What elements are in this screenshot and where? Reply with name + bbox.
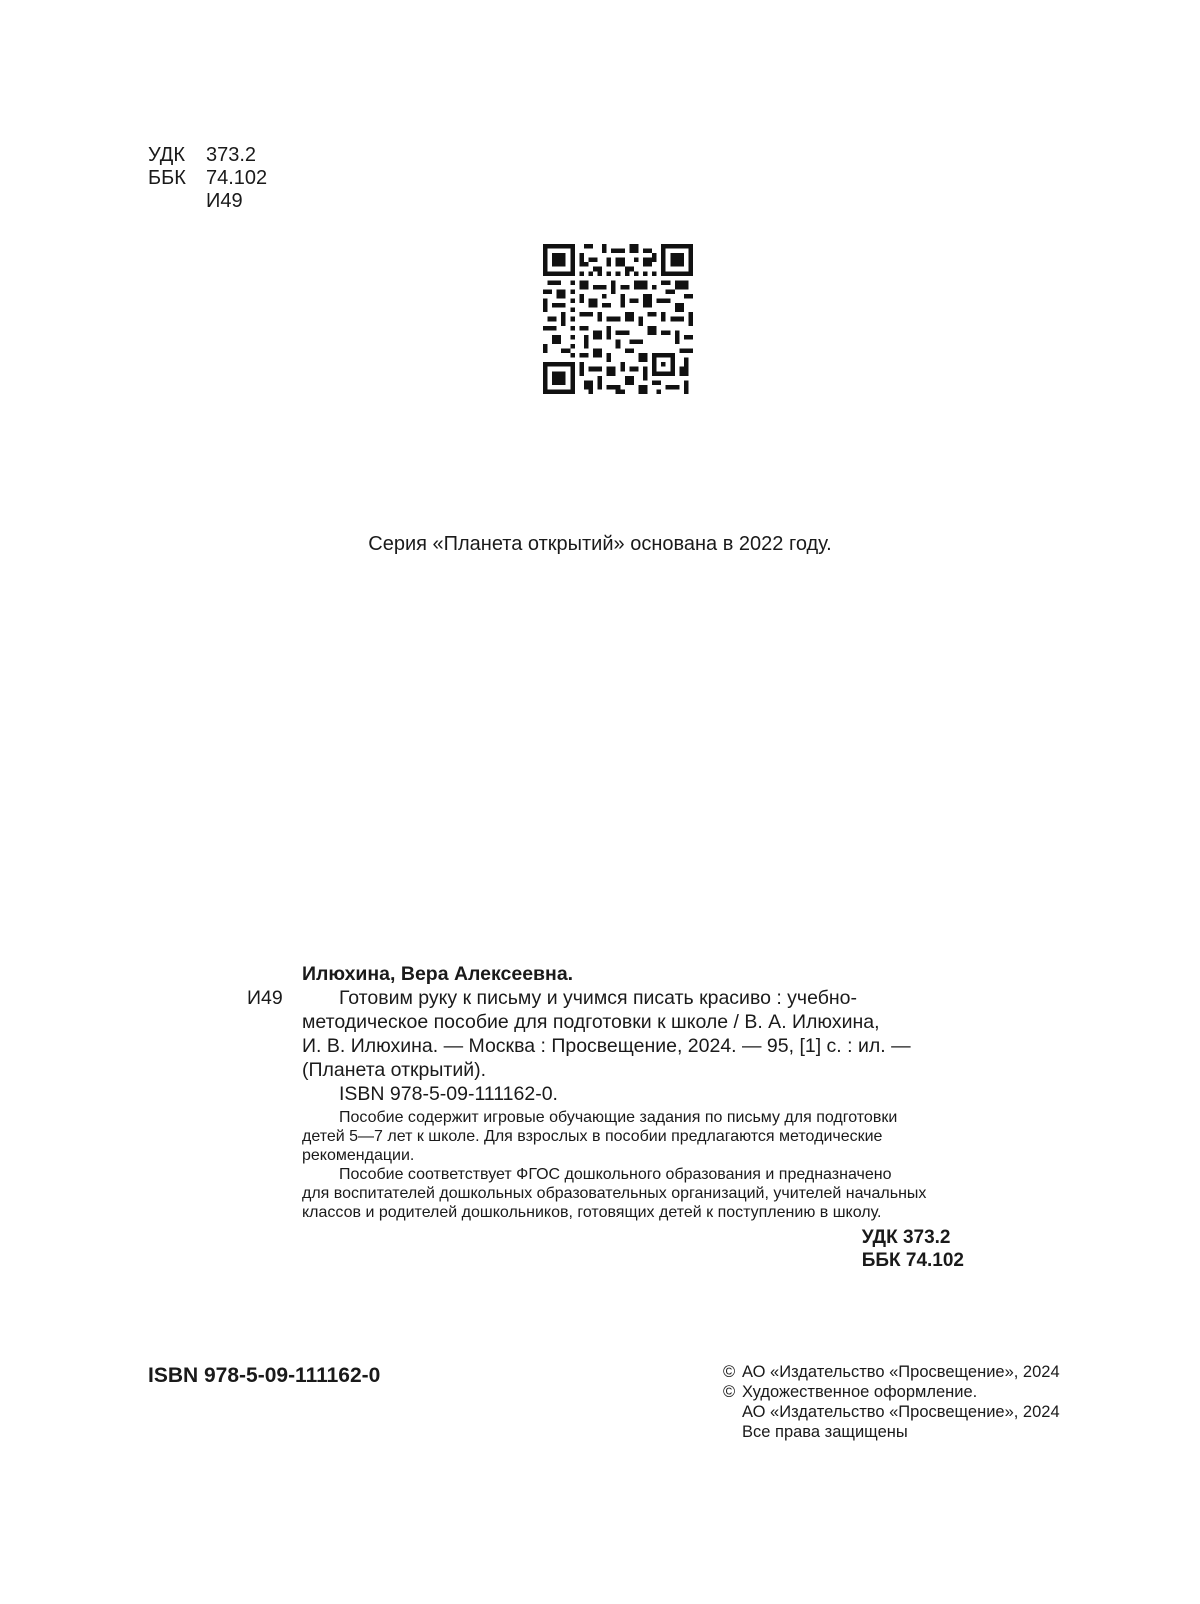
rights-reserved: Все права защищены: [742, 1423, 908, 1441]
isbn-bottom: ISBN 978-5-09-111162-0: [148, 1364, 381, 1387]
title-line: (Планета открытий).: [302, 1059, 487, 1081]
series-note: Серия «Планета открытий» основана в 2022 году.: [368, 533, 832, 555]
annotation-line: детей 5—7 лет к школе. Для взрослых в пособии предлагаются методические: [302, 1128, 883, 1145]
title-line: И. В. Илюхина. — Москва : Просвещение, 2024. — 95, [1] с. : ил. —: [302, 1035, 911, 1057]
bibliographic-record: [247, 962, 994, 1272]
annotation-line: классов и родителей дошкольников, готовящих детей к поступлению в школу.: [302, 1204, 882, 1221]
author-mark-row: [148, 190, 267, 213]
annotation-line: для воспитателей дошкольных образовательных организаций, учителей начальных: [302, 1185, 927, 1202]
shelf-mark: И49: [247, 987, 283, 1009]
copyright-icon: ©: [723, 1383, 736, 1401]
annotation-line: Пособие соответствует ФГОС дошкольного образования и предназначено: [339, 1166, 892, 1183]
bbk-bottom: ББК 74.102: [861, 1250, 964, 1271]
udk-label: УДК: [148, 144, 186, 166]
copyright-line: АО «Издательство «Просвещение», 2024: [742, 1403, 1060, 1421]
udk-value: 373.2: [206, 144, 257, 166]
udk-row: [148, 144, 267, 167]
bbk-row: [148, 167, 267, 190]
copyright-line: © Художественное оформление.: [723, 1383, 978, 1401]
classification-codes: [148, 144, 267, 213]
qr-code-icon: [543, 244, 693, 394]
copyright-icon: ©: [723, 1363, 736, 1381]
copyright-line: © АО «Издательство «Просвещение», 2024: [723, 1363, 1060, 1381]
bbk-value: 74.102: [206, 167, 268, 189]
title-block: [302, 986, 994, 1106]
author-heading: Илюхина, Вера Алексеевна.: [302, 963, 574, 985]
classification-bottom: [302, 1226, 994, 1272]
annotation-line: Пособие содержит игровые обучающие задания по письму для подготовки: [339, 1109, 898, 1126]
title-line: методическое пособие для подготовки к школе / В. А. Илюхина,: [302, 1011, 880, 1033]
annotation-line: рекомендации.: [302, 1147, 415, 1164]
isbn-line: ISBN 978-5-09-111162-0.: [339, 1083, 558, 1105]
udk-bottom: УДК 373.2: [861, 1227, 951, 1248]
copyright-block: [723, 1362, 1060, 1442]
bbk-label: ББК: [148, 167, 186, 189]
author-mark: И49: [206, 190, 243, 212]
title-line: Готовим руку к письму и учимся писать красиво : учебно-: [339, 987, 857, 1009]
annotation: [302, 1108, 994, 1222]
